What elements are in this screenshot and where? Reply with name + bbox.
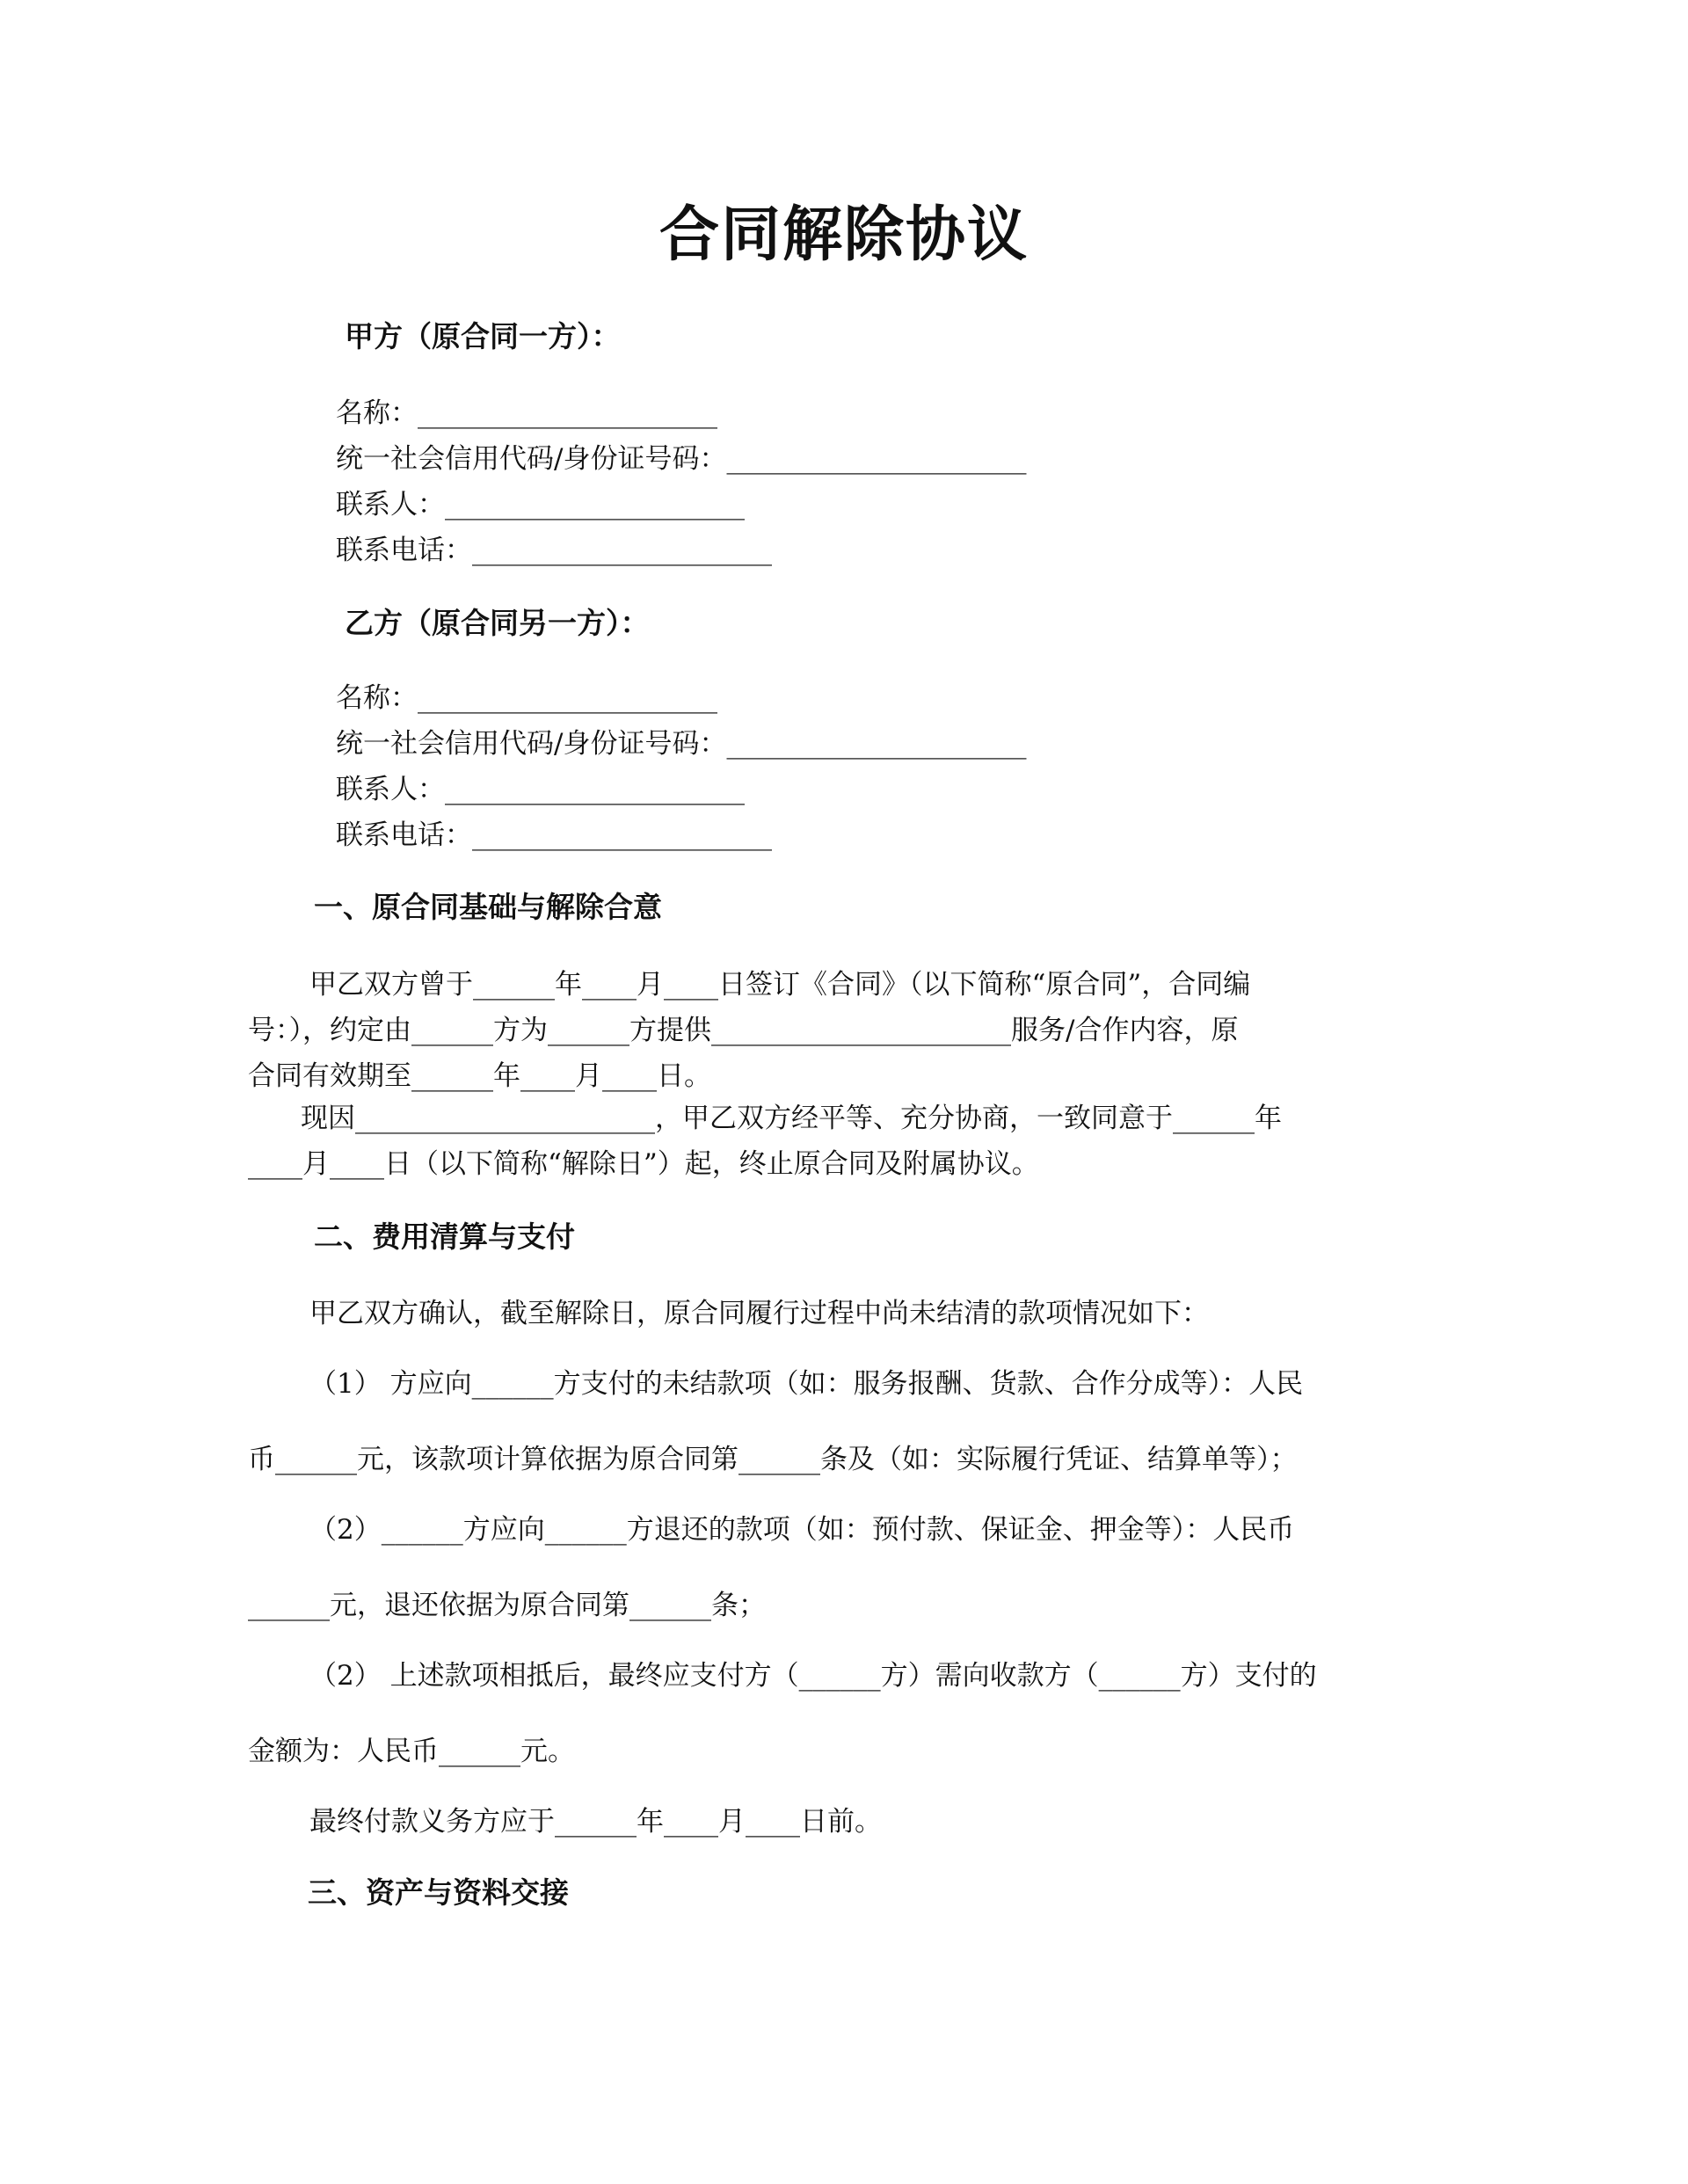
item-line: （1） 方应向______方支付的未结款项（如：服务报酬、货款、合作分成等）：人民 (309, 1368, 1304, 1400)
paragraph-line: 号：），约定由______方为______方提供______________________服务/合作内容，原 (248, 1015, 1239, 1046)
section2-item-2 (248, 1507, 1435, 1628)
party-b-phone-field: 联系电话：______________________ (336, 819, 772, 851)
party-b-id-field: 统一社会信用代码/身份证号码：______________________ (336, 728, 1027, 760)
party-b-heading: 乙方（原合同另一方）： (345, 606, 650, 640)
party-a-contact-field: 联系人：______________________ (336, 489, 745, 521)
document-title: 合同解除协议 (658, 200, 1029, 270)
item-line: ______元，退还依据为原合同第______条； (248, 1590, 766, 1621)
item-line: 金额为：人民币______元。 (248, 1736, 575, 1767)
section1-heading: 一、原合同基础与解除合意 (314, 890, 662, 924)
section2-deadline: 最终付款义务方应于______年____月____日前。 (309, 1806, 882, 1838)
section3-heading: 三、资产与资料交接 (308, 1875, 569, 1910)
party-a-heading: 甲方（原合同一方）： (345, 319, 621, 353)
section1-paragraph-1 (248, 962, 1435, 1099)
party-a-phone-field: 联系电话：______________________ (336, 535, 772, 566)
party-b-name-field: 名称：______________________ (336, 682, 717, 714)
paragraph-line: 合同有效期至______年____月____日。 (248, 1060, 711, 1092)
item-line: （2）______方应向______方退还的款项（如：预付款、保证金、押金等）：人民币 (309, 1514, 1295, 1546)
paragraph-line: ____月____日（以下简称“解除日”）起，终止原合同及附属协议。 (248, 1148, 1039, 1180)
section2-item-3 (248, 1653, 1435, 1774)
section1-paragraph-2 (248, 1096, 1435, 1187)
paragraph-line: 现因______________________，甲乙双方经平等、充分协商，一致同意于______年 (301, 1103, 1282, 1134)
section2-heading: 二、费用清算与支付 (314, 1219, 575, 1254)
party-a-name-field: 名称：______________________ (336, 397, 717, 429)
section2-intro: 甲乙双方确认，截至解除日，原合同履行过程中尚未结清的款项情况如下： (309, 1298, 1209, 1329)
item-line: 币______元，该款项计算依据为原合同第______条及（如：实际履行凭证、结算单等）； (248, 1444, 1298, 1475)
party-b-contact-field: 联系人：______________________ (336, 774, 745, 805)
paragraph-line: 甲乙双方曾于______年____月____日签订《合同》（以下简称“原合同”，合同编 (309, 969, 1251, 1001)
section2-item-1 (248, 1361, 1435, 1482)
item-line: （2） 上述款项相抵后，最终应支付方（______方）需向收款方（______方）支付的 (309, 1660, 1317, 1692)
party-a-id-field: 统一社会信用代码/身份证号码：______________________ (336, 443, 1027, 475)
